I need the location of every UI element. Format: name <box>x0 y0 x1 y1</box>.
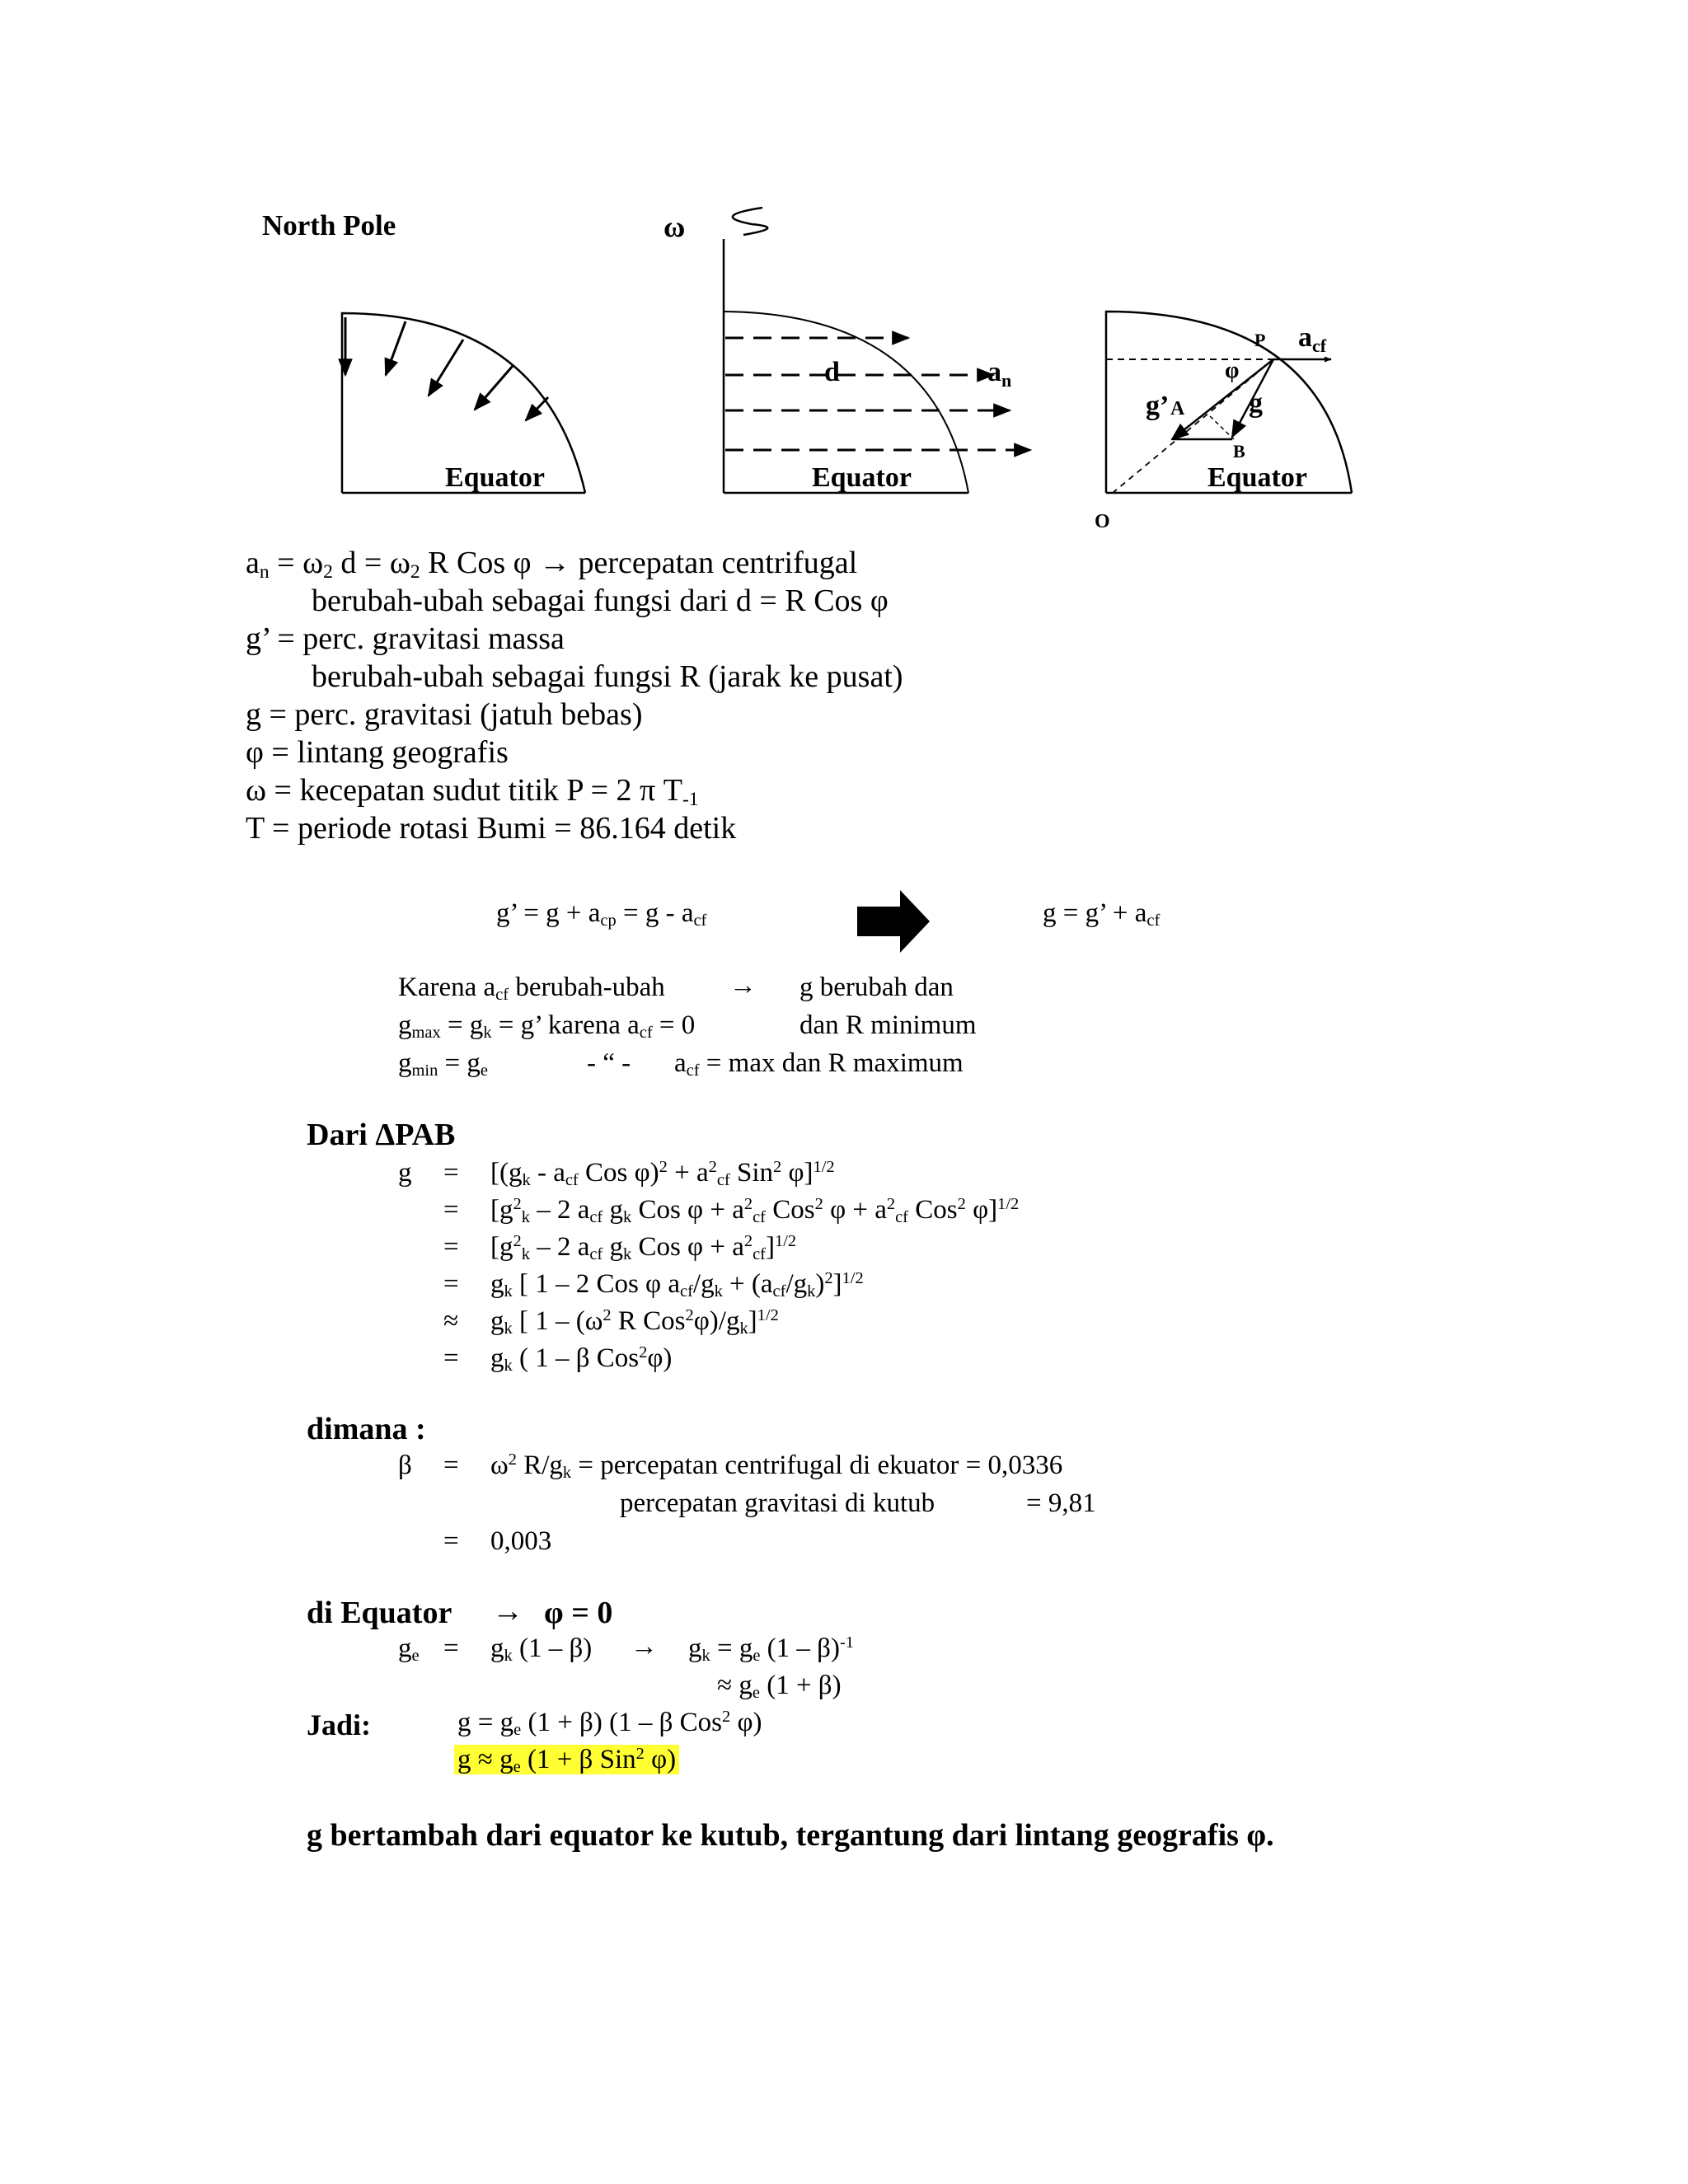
karena-line-1-result: g berubah dan <box>799 972 954 1002</box>
gravity-arrow <box>475 366 513 410</box>
gravity-arrow <box>526 397 548 420</box>
equator-rhs-2: $g_k = g_e$ (1 – β)$^{-1}$ <box>688 1633 854 1666</box>
pab-eq-2: = <box>443 1195 459 1225</box>
result-highlight: $g \approx g_e$ (1 + β Sin$^2$ φ) <box>454 1745 679 1774</box>
pab-eq-3: = <box>443 1232 459 1262</box>
equator-heading-condition: φ = 0 <box>544 1596 613 1630</box>
definition-line-8: T = periode rotasi Bumi = 86.164 detik <box>246 811 737 846</box>
dimana-line-2-value: = 9,81 <box>1026 1488 1096 1518</box>
an-label: $a_n$ <box>987 357 1012 391</box>
dimana-line-2: percepatan gravitasi di kutub <box>620 1488 935 1518</box>
pab-line-6: $g_k$ ( 1 – β Cos$^2$φ) <box>490 1343 673 1376</box>
equator-eq: = <box>443 1633 459 1663</box>
karena-line-1: Karena $a_{cf}$ berubah-ubah <box>398 972 665 1005</box>
karena-line-2-result: dan R minimum <box>799 1010 977 1040</box>
north-pole-label: North Pole <box>262 209 396 241</box>
g-vector-label: g <box>1249 388 1263 419</box>
karena-ditto: - “ - <box>587 1048 631 1078</box>
equation-gprime: g’ = $g + a_{cp} = g - a_{cf}$ <box>496 898 707 930</box>
karena-line-3-result: $a_{cf} = \max$ dan R maximum <box>674 1048 964 1080</box>
jadi-line-1: $g = g_e$ (1 + β) (1 – β Cos$^2$ φ) <box>457 1707 762 1740</box>
implies-arrow-icon <box>857 888 931 954</box>
definition-line-4: berubah-ubah sebagai fungsi R (jarak ke pusat) <box>312 659 903 694</box>
pab-approx-5: ≈ <box>443 1306 459 1336</box>
dimana-eq-1: = <box>443 1451 459 1480</box>
omega-label: ω <box>663 210 686 243</box>
pab-line-4: $g_k$ [ 1 – 2 Cos φ $a_{cf}/g_k + (a_{cf}/g_k)^2]^{1/2}$ <box>490 1268 864 1301</box>
pab-heading: Dari ΔPAB <box>307 1118 456 1152</box>
o-point-label: O <box>1095 511 1110 532</box>
panel-2-centrifugal <box>724 208 1030 493</box>
equator-label-2: Equator <box>812 462 912 493</box>
gravity-arrow <box>429 340 463 396</box>
rotation-arrow-icon <box>733 208 767 235</box>
pab-line-2: [$g^2_k - 2$ $a_{cf}$ $g_k$ Cos $\varphi + a^2_{cf}$ Cos$^2$ $\varphi + a^2_{cf}$ Cos$^2$ φ]$^{1/2}$ <box>490 1194 1020 1227</box>
equator-arrow-icon: → <box>631 1632 658 1661</box>
karena-line-3: $g_{min} = g_e$ <box>398 1048 488 1080</box>
b-point-label: B <box>1233 441 1245 462</box>
definition-line-1: $a_n = \omega_2$ $d = \omega_2$ R Cos φ → percepatan centrifugal <box>246 546 858 583</box>
conclusion: g bertambah dari equator ke kutub, tergantung dari lintang geografis φ. <box>307 1818 1274 1853</box>
definition-line-5: g = perc. gravitasi (jatuh bebas) <box>246 697 643 732</box>
dimana-line-1: $\omega^2$ $R/g_k$ = percepatan centrifugal di ekuator = 0,0336 <box>490 1450 1063 1483</box>
pab-eq-4: = <box>443 1269 459 1299</box>
karena-line-2: $g_{max} = g_k = g$’ karena $a_{cf} = 0$ <box>398 1010 696 1043</box>
definition-line-2: berubah-ubah sebagai fungsi dari d = R Cos φ <box>312 583 889 618</box>
definition-line-6: φ = lintang geografis <box>246 735 509 770</box>
equator-heading-arrow-icon: → <box>492 1594 523 1629</box>
pab-line-3: [$g^2_k - 2$ $a_{cf}$ $g_k$ Cos $\varphi + a^2_{cf}]^{1/2}$ <box>490 1231 797 1264</box>
pab-lhs: g <box>398 1158 412 1188</box>
pab-line-1: [($g_k - a_{cf}$ Cos $\varphi)^2 + a^2_{cf}$ Sin$^2$ φ]$^{1/2}$ <box>490 1157 835 1190</box>
equator-label-1: Equator <box>445 462 545 493</box>
dimana-eq-3: = <box>443 1526 459 1556</box>
pab-eq-6: = <box>443 1343 459 1373</box>
definition-line-3: g’ = perc. gravitasi massa <box>246 621 565 656</box>
a-point-label: A <box>1170 398 1185 419</box>
geometry-figure <box>0 0 1688 552</box>
equator-ge: $g_e$ <box>398 1633 420 1666</box>
equator-heading: di Equator <box>307 1596 452 1630</box>
pab-eq-1: = <box>443 1158 459 1188</box>
gravity-arrow <box>386 321 406 375</box>
equator-label-3: Equator <box>1207 462 1307 493</box>
equation-g: g = g’ + $a_{cf}$ <box>1043 898 1160 930</box>
dimana-beta: β <box>398 1451 412 1480</box>
jadi-label: Jadi: <box>307 1708 372 1741</box>
jadi-line-2-highlighted <box>454 1745 679 1775</box>
p-point-label: P <box>1254 330 1266 350</box>
definition-line-7: ω = kecepatan sudut titik P = 2 π $T_{-1}$ <box>246 773 699 810</box>
equator-rhs-3: ≈ $g_e$ (1 + β) <box>717 1671 842 1703</box>
g-prime-label: g’ <box>1146 391 1170 421</box>
dimana-heading: dimana : <box>307 1412 426 1446</box>
dimana-line-3: 0,003 <box>490 1526 552 1556</box>
d-label: d <box>824 357 840 387</box>
equator-rhs-1: $g_k$ (1 – β) <box>490 1633 593 1666</box>
acf-label: $a_{cf}$ <box>1298 322 1327 356</box>
karena-arrow-icon: → <box>729 971 757 1001</box>
pab-line-5: $g_k$ [ $1 - (\omega^2$ R $Cos^2\varphi)/g_k]^{1/2}$ <box>490 1305 779 1338</box>
phi-label: φ <box>1225 358 1240 383</box>
